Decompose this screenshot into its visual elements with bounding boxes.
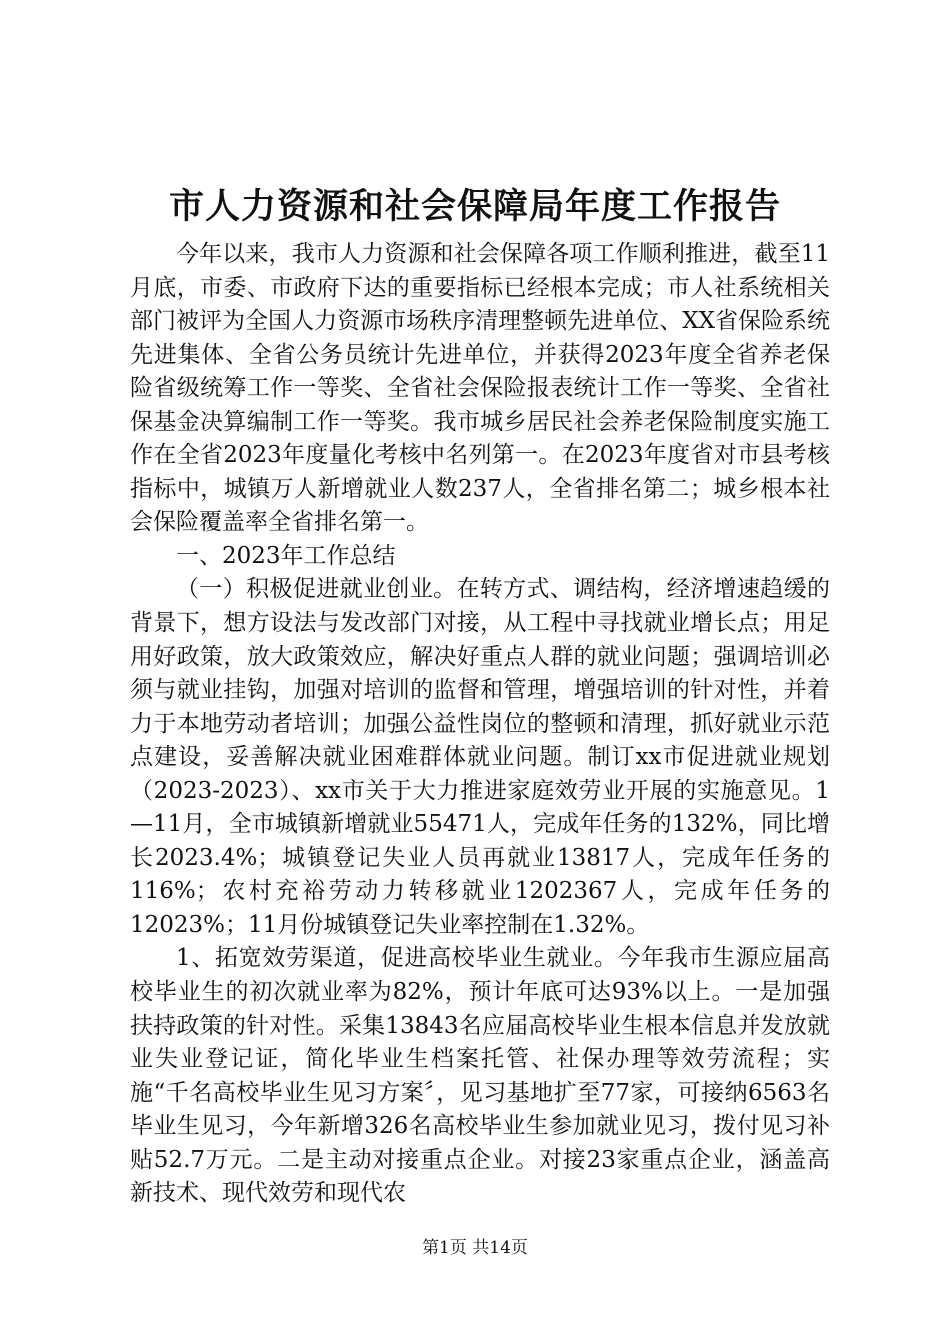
page-number-footer: 第1页 共14页 xyxy=(422,1238,528,1258)
section-heading: 一、2023年工作总结 xyxy=(176,542,396,569)
document-title: 市人力资源和社会保障局年度工作报告 xyxy=(168,186,781,227)
intro-paragraph: 今年以来，我市人力资源和社会保障各项工作顺利推进，截至11月底，市委、市政府下达的重要指标已经根本完成；市人社系统相关部门被评为全国人力资源市场秩序清理整顿先进单位、XX省保险系统先进集体、全省公务员统计先进单位，并获得2023年度全省养老保险省级统筹工作一等奖、全省社会保险报表统计工作一等奖、全省社保基金决算编制工作一等奖。我市城乡居民社会养老保险制度实施工作在全省2023年度量化考核中名列第一。在2023年度省对市县考核指标中，城镇万人新增就业人数237人，全省排名第二；城乡根本社会保险覆盖率全省排名第一。 xyxy=(130,241,830,536)
employment-paragraph: （一）积极促进就业创业。在转方式、调结构，经济增速趋缓的背景下，想方设法与发改部门对接，从工程中寻找就业增长点；用足用好政策，放大政策效应，解决好重点人群的就业问题；强调培训必须与就业挂钩，加强对培训的监督和管理，增强培训的针对性，并着力于本地劳动者培训；加强公益性岗位的整顿和清理，抓好就业示范点建设，妥善解决就业困难群体就业问题。制订xx市促进就业规划（2023-2023）、xx市关于大力推进家庭效劳业开展的实施意见。1—11月，全市城镇新增就业55471人，完成年任务的132%，同比增长2023.4%；城镇登记失业人员再就业13817人，完成年任务的116%；农村充裕劳动力转移就业1202367人，完成年任务的12023%；11月份城镇登记失业率控制在1.32%。 xyxy=(130,576,830,938)
graduates-paragraph: 1、拓宽效劳渠道，促进高校毕业生就业。今年我市生源应届高校毕业生的初次就业率为82%，预计年底可达93%以上。一是加强扶持政策的针对性。采集13843名应届高校毕业生根本信息并发放就业失业登记证，简化毕业生档案托管、社保办理等效劳流程；实施“千名高校毕业生见习方案〞，见习基地扩至77家，可接纳6563名毕业生见习，今年新增326名高校毕业生参加就业见习，拨付见习补贴52.7万元。二是主动对接重点企业。对接23家重点企业，涵盖高新技术、现代效劳和现代农 xyxy=(130,945,830,1207)
document-body xyxy=(130,238,830,1211)
